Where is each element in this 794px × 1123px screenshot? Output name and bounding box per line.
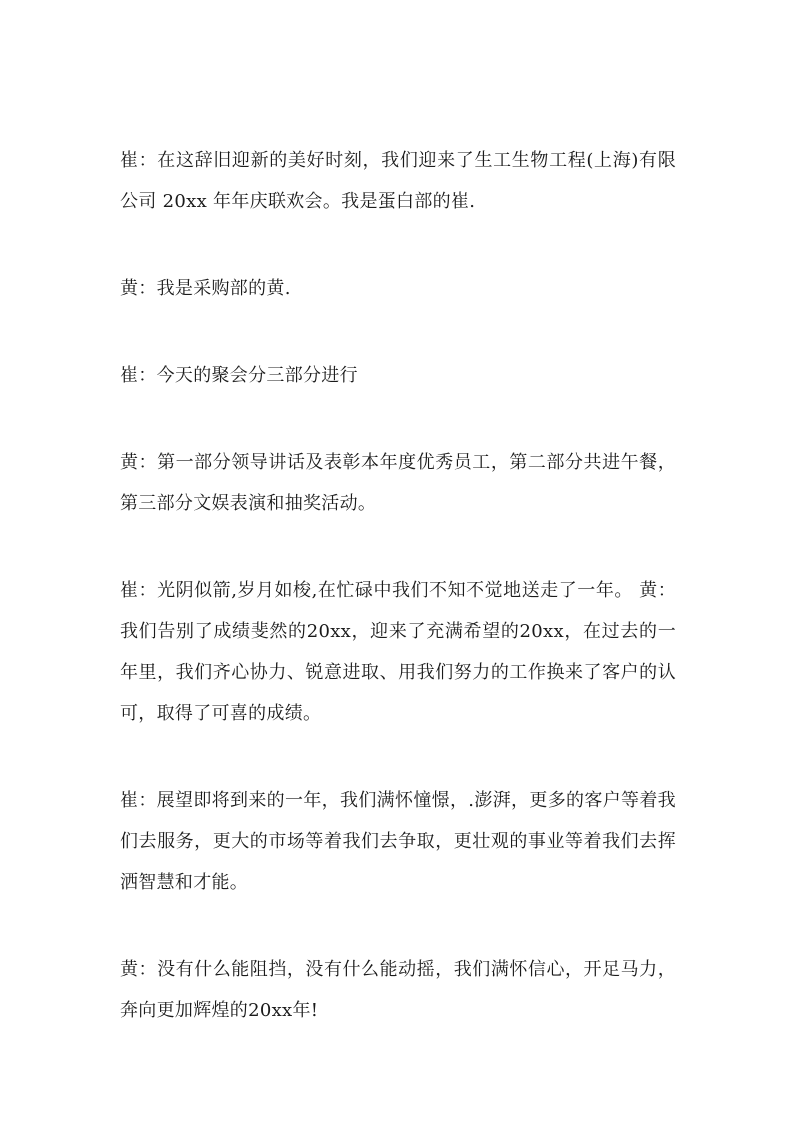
paragraph-cui-agenda: 崔：今天的聚会分三部分进行 — [120, 365, 358, 386]
paragraph-huang-closing: 黄：没有什么能阻挡，没有什么能动摇，我们满怀信心，开足马力，奔向更加辉煌的20xx年! — [120, 959, 676, 1021]
paragraph-huang-agenda-detail: 黄：第一部分领导讲话及表彰本年度优秀员工，第二部分共进午餐，第三部分文娱表演和抽奖活动。 — [120, 452, 676, 514]
paragraph-huang-intro: 黄：我是采购部的黄. — [120, 278, 291, 299]
paragraph-cui-outlook: 崔：展望即将到来的一年，我们满怀憧憬，.澎湃，更多的客户等着我们去服务，更大的市场等着我们去争取，更壮观的事业等着我们去挥洒智慧和才能。 — [120, 790, 676, 893]
document-body — [120, 140, 676, 1077]
paragraph-cui-year-review: 崔：光阴似箭,岁月如梭,在忙碌中我们不知不觉地送走了一年。 黄：我们告别了成绩斐然的20xx，迎来了充满希望的20xx，在过去的一年里，我们齐心协力、锐意进取、用我们努力的工作换来了客户的认可，取得了可喜的成绩。 — [120, 580, 676, 724]
paragraph-cui-opening: 崔：在这辞旧迎新的美好时刻，我们迎来了生工生物工程(上海)有限公司 20xx 年年庆联欢会。我是蛋白部的崔. — [120, 150, 676, 212]
